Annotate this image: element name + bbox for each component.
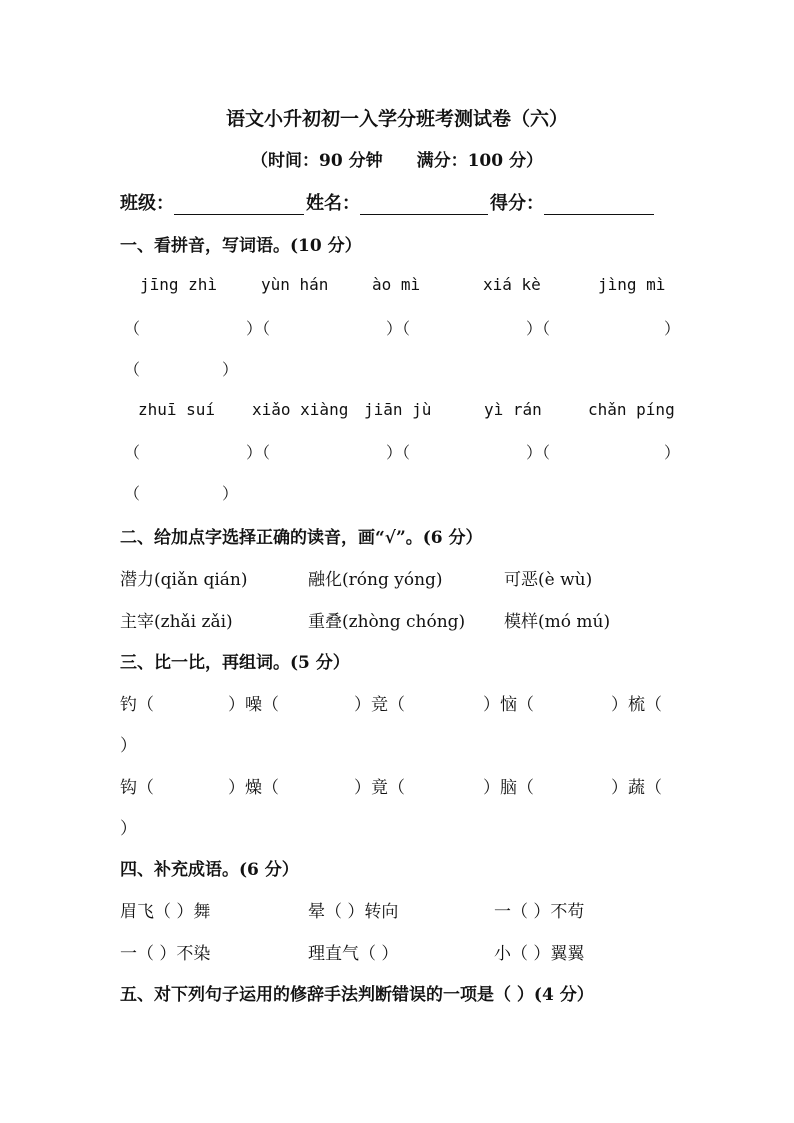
class-blank[interactable] bbox=[174, 194, 304, 215]
compare-close: ） bbox=[120, 819, 137, 839]
pinyin-1-5: jìng mì bbox=[598, 275, 666, 294]
pronunciation-choice[interactable] bbox=[120, 565, 247, 590]
compare-item[interactable]: ）竞（ bbox=[354, 695, 405, 715]
answer-paren[interactable]: （ bbox=[124, 484, 141, 503]
section-3-heading: 三、比一比，再组词。(5 分） bbox=[120, 653, 350, 673]
compare-item[interactable]: ）蔬（ bbox=[611, 778, 662, 798]
compare-close: ） bbox=[120, 736, 137, 756]
pinyin-2-4: yì rán bbox=[484, 400, 542, 419]
exam-subtitle bbox=[0, 146, 794, 171]
answer-paren[interactable]: （ bbox=[124, 319, 141, 338]
pronunciation-choice[interactable] bbox=[504, 607, 610, 632]
answer-paren[interactable]: ） bbox=[222, 360, 239, 379]
pinyin-1-1: jīng zhì bbox=[140, 275, 218, 294]
answer-paren[interactable]: ） bbox=[664, 319, 681, 338]
compare-item[interactable]: ）竟（ bbox=[354, 778, 405, 798]
answer-paren[interactable]: ）（ bbox=[246, 443, 271, 462]
compare-item[interactable]: 钓（ bbox=[120, 695, 154, 715]
name-label: 姓名： bbox=[306, 193, 360, 214]
choice-text: 融化(róng yóng) bbox=[308, 570, 443, 590]
choice-text: 主宰(zhǎi zǎi) bbox=[120, 612, 233, 632]
name-blank[interactable] bbox=[360, 194, 488, 215]
idiom-item[interactable]: 晕（ ）转向 bbox=[308, 902, 399, 922]
pronunciation-choice[interactable] bbox=[308, 607, 465, 632]
answer-paren[interactable]: ）（ bbox=[386, 319, 411, 338]
answer-paren[interactable]: ） bbox=[222, 484, 239, 503]
choice-text: 潜力(qiǎn qián) bbox=[120, 570, 248, 590]
student-info-row bbox=[120, 189, 656, 215]
pinyin-2-2: xiǎo xiàng bbox=[252, 400, 349, 419]
idiom-item[interactable]: 理直气（ ） bbox=[308, 944, 399, 964]
section-5-heading: 五、对下列句子运用的修辞手法判断错误的一项是（ ）(4 分） bbox=[120, 985, 594, 1005]
pronunciation-choice[interactable] bbox=[308, 565, 443, 590]
idiom-item[interactable]: 一（ ）不苟 bbox=[494, 902, 585, 922]
idiom-item[interactable]: 一（ ）不染 bbox=[120, 944, 211, 964]
pinyin-2-1: zhuī suí bbox=[138, 400, 216, 419]
pinyin-1-2: yùn hán bbox=[261, 275, 329, 294]
full-score: 满分：100 分） bbox=[416, 151, 543, 171]
answer-paren[interactable]: （ bbox=[124, 443, 141, 462]
answer-paren[interactable]: ）（ bbox=[246, 319, 271, 338]
answer-paren[interactable]: （ bbox=[124, 360, 141, 379]
score-blank[interactable] bbox=[544, 194, 654, 215]
compare-item[interactable]: ）梳（ bbox=[611, 695, 662, 715]
compare-item[interactable]: ）燥（ bbox=[228, 778, 279, 798]
compare-item[interactable]: ）恼（ bbox=[483, 695, 534, 715]
pronunciation-choice[interactable] bbox=[504, 565, 592, 590]
answer-paren[interactable]: ）（ bbox=[526, 319, 551, 338]
time-limit: （时间：90 分钟 bbox=[251, 151, 383, 171]
compare-item[interactable]: ）噪（ bbox=[228, 695, 279, 715]
pinyin-1-3: ào mì bbox=[372, 275, 421, 294]
pronunciation-choice[interactable] bbox=[120, 607, 233, 632]
page-title: 语文小升初初一入学分班考测试卷（六） bbox=[225, 108, 568, 130]
pinyin-2-5: chǎn píng bbox=[588, 400, 675, 419]
score-label: 得分： bbox=[490, 193, 544, 214]
answer-paren[interactable]: ）（ bbox=[386, 443, 411, 462]
choice-text: 模样(mó mú) bbox=[504, 612, 611, 632]
section-4-heading: 四、补充成语。(6 分） bbox=[120, 860, 299, 880]
pinyin-2-3: jiān jù bbox=[364, 400, 432, 419]
compare-item[interactable]: ）脑（ bbox=[483, 778, 534, 798]
compare-item[interactable]: 钩（ bbox=[120, 778, 154, 798]
idiom-item[interactable]: 眉飞（ ）舞 bbox=[120, 902, 211, 922]
pinyin-1-4: xiá kè bbox=[483, 275, 541, 294]
choice-text: 可恶(è wù) bbox=[504, 570, 593, 590]
section-2-heading: 二、给加点字选择正确的读音，画“√”。(6 分） bbox=[120, 528, 483, 548]
answer-paren[interactable]: ） bbox=[664, 443, 681, 462]
answer-paren[interactable]: ）（ bbox=[526, 443, 551, 462]
section-1-heading: 一、看拼音，写词语。(10 分） bbox=[120, 236, 362, 256]
class-label: 班级： bbox=[120, 193, 174, 214]
idiom-item[interactable]: 小（ ）翼翼 bbox=[494, 944, 585, 964]
choice-text: 重叠(zhòng chóng) bbox=[308, 612, 466, 632]
